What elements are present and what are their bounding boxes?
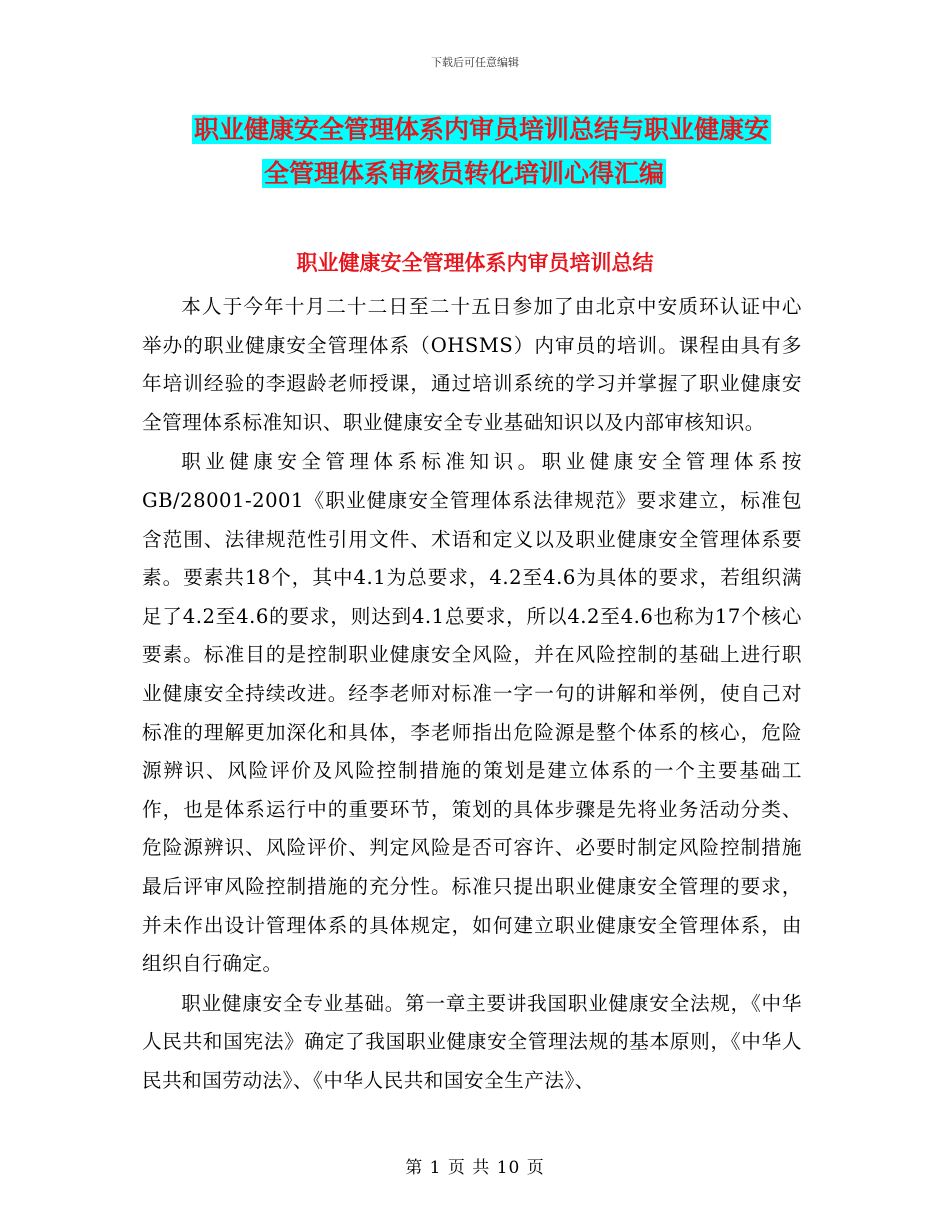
document-body bbox=[142, 288, 802, 1101]
document-title-line-1 bbox=[150, 108, 840, 152]
document-title bbox=[150, 108, 840, 196]
paragraph: 职业健康安全专业基础。第一章主要讲我国职业健康安全法规，《中华人民共和国宪法》确定了我国职业健康安全管理法规的基本原则，《中华人民共和国劳动法》、《中华人民共和国安全生产法》、 bbox=[142, 991, 802, 1092]
paragraph: 本人于今年十月二十二日至二十五日参加了由北京中安质环认证中心举办的职业健康安全管理体系（OHSMS）内审员的培训。课程由具有多年培训经验的李遐龄老师授课，通过培训系统的学习并掌握了职业健康安全管理体系标准知识、职业健康安全专业基础知识以及内部审核知识。 bbox=[142, 295, 802, 434]
title-highlight-2: 全管理体系审核员转化培训心得汇编 bbox=[264, 159, 665, 188]
paragraph: 职业健康安全管理体系标准知识。职业健康安全管理体系按GB/28001-2001《职业健康安全管理体系法律规范》要求建立，标准包含范围、法律规范性引用文件、术语和定义以及职业健康安全管理体系要素。要素共18个，其中4.1为总要求，4.2至4.6为具体的要求，若组织满足了4.2至4.6的要求，则达到4.1总要求，所以4.2至4.6也称为17个核心要素。标准目的是控制职业健康安全风险，并在风险控制的基础上进行职业健康安全持续改进。经李老师对标准一字一句的讲解和举例，使自己对标准的理解更加深化和具体，李老师指出危险源是整个体系的核心，危险源辨识、风险评价及风险控制措施的策划是建立体系的一个主要基础工作，也是体系运行中的重要环节，策划的具体步骤是先将业务活动分类、危险源辨识、风险评价、判定风险是否可容许、必要时制定风险控制措施最后评审风险控制措施的充分性。标准只提出职业健康安全管理的要求，并未作出设计管理体系的具体规定，如何建立职业健康安全管理体系，由组织自行确定。 bbox=[142, 450, 802, 976]
title-highlight-1: 职业健康安全管理体系内审员培训总结与职业健康安 bbox=[194, 115, 770, 144]
document-title-line-2 bbox=[150, 152, 840, 196]
page-header-note: 下载后可任意编辑 bbox=[431, 56, 519, 69]
section-title: 职业健康安全管理体系内审员培训总结 bbox=[296, 251, 654, 275]
page-number-footer: 第 1 页 共 10 页 bbox=[405, 1158, 545, 1178]
